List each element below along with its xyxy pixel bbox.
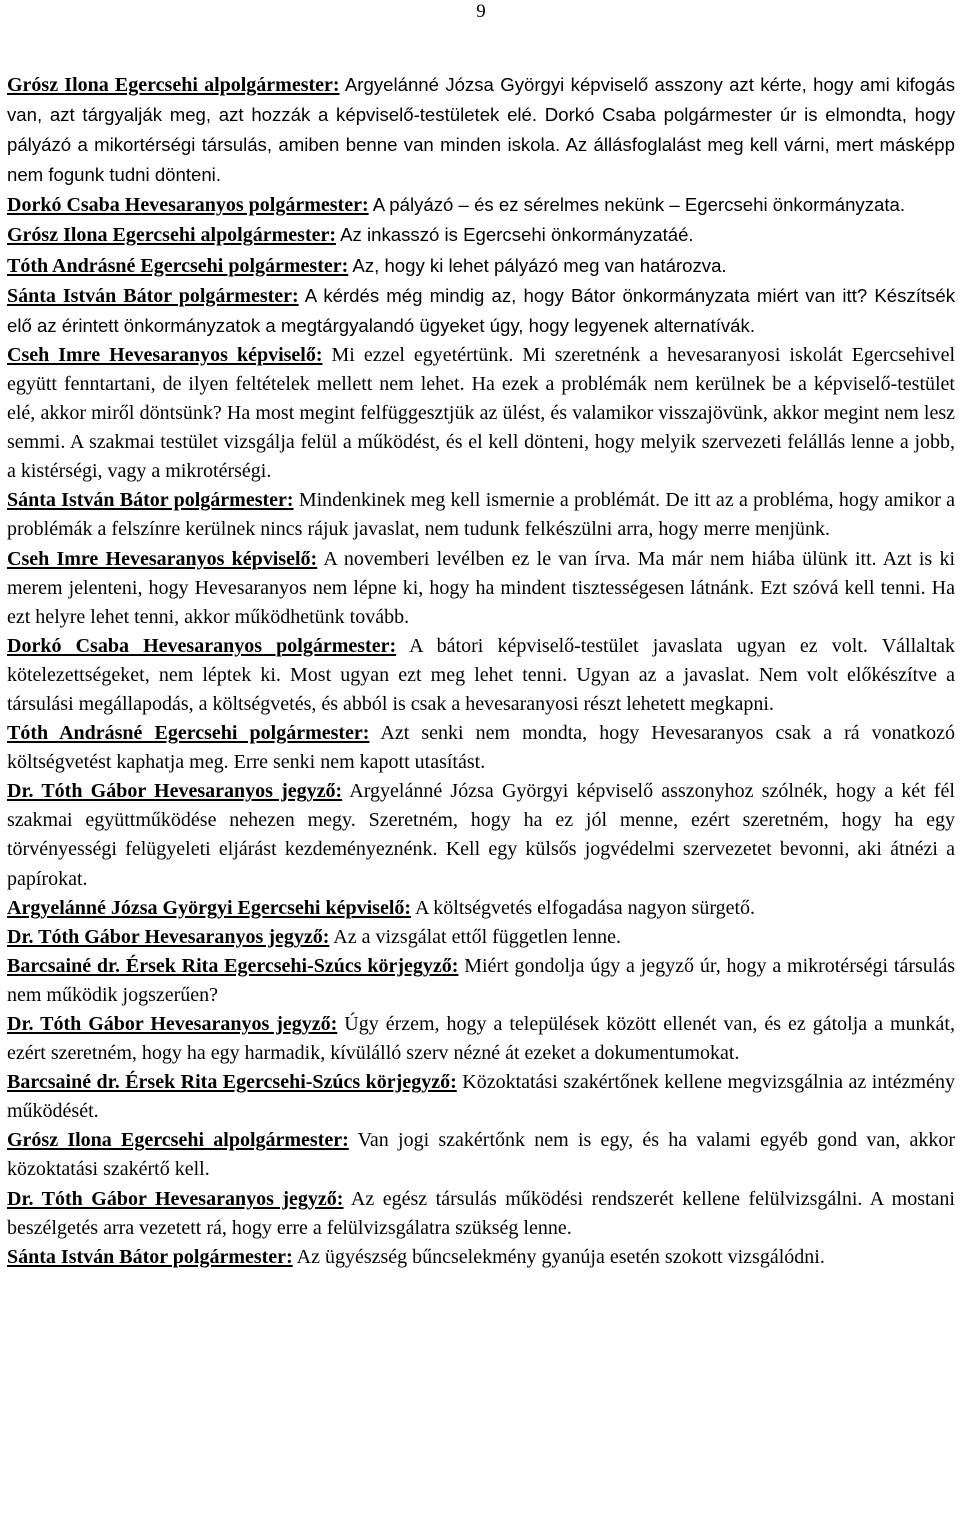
speaker-name: Grósz Ilona Egercsehi alpolgármester: [7,74,340,96]
paragraph-12 [7,894,955,923]
statement-text: Argyelánné Józsa Györgyi képviselő asszonyhoz szólnék, hogy a két fél szakmai együttműködése nehezen megy. Szeretném, hogy ha ez jól menne, ezért szeretném, hogy ha egy törvényességi felügyeleti eljárást kezdeményeznénk. Kell egy külsős jogvédelmi szervezetet bevonni, aki átnézi a papírokat. [7,780,955,890]
statement-text: Van jogi szakértőnk nem is egy, és ha valami egyéb gond van, akkor közoktatási szakértő kell. [7,1129,956,1181]
paragraph-7 [7,486,955,544]
statement-text: Azt senki nem mondta, hogy Hevesaranyos csak a rá vonatkozó költségvetést kaphatja meg. Erre senki nem kapott utasítást. [7,722,955,774]
paragraph-15 [7,1010,955,1068]
statement-text: Közoktatási szakértőnek kellene megvizsgálnia az intézmény működését. [7,1071,955,1123]
paragraph-8 [7,545,955,632]
paragraph-1 [7,70,955,190]
speaker-name: Dr. Tóth Gábor Hevesaranyos jegyző: [7,1013,338,1035]
statement-text: Az ügyészség bűncselekmény gyanúja esetén szokott vizsgálódni. [292,1245,825,1268]
minutes-body [7,70,955,1272]
paragraph-9 [7,632,955,719]
statement-text: A bátori képviselő-testület javaslata ugyan ez volt. Vállaltak kötelezettségeket, nem léptek ki. Most ugyan ezt meg lehet tenni. Ugyan az a javaslat. Nem volt előkészítve a társulási megállapodás, a költségvetés, és abból is csak a hevesaranyosi részt lehetett megkapni. [7,634,955,715]
statement-text: Miért gondolja úgy a jegyző úr, hogy a mikrotérségi társulás nem működik jogszerűen? [7,954,955,1006]
speaker-name: Dr. Tóth Gábor Hevesaranyos jegyző: [7,1187,344,1210]
speaker-name: Dr. Tóth Gábor Hevesaranyos jegyző: [7,780,343,803]
paragraph-18 [7,1185,955,1243]
paragraph-10 [7,719,955,777]
statement-text: A pályázó – és ez sérelmes nekünk – Egercsehi önkormányzata. [368,194,906,216]
paragraph-2 [7,190,955,220]
paragraph-11 [7,777,955,893]
speaker-name: Cseh Imre Hevesaranyos képviselő: [7,343,323,366]
speaker-name: Dorkó Csaba Hevesaranyos polgármester: [7,634,397,657]
statement-text: A novemberi levélben ez le van írva. Ma már nem hiába ülünk itt. Azt is ki merem jelenteni, hogy Hevesaranyos nem lépne ki, hogy ha mindent tisztességesen látnánk. Ezt szóvá kell tenni. Ha ezt helyre lehet tenni, akkor működhetünk tovább. [7,547,956,628]
paragraph-5 [7,281,955,341]
statement-text: Úgy érzem, hogy a települések között ellenét van, és ez gátolja a munkát, ezért szeretném, hogy ha egy harmadik, kívülálló szerv nézné át ezeket a dokumentumokat. [7,1013,955,1065]
statement-text: Argyelánné Józsa Györgyi képviselő asszony azt kérte, hogy ami kifogás van, azt tárgyalják meg, azt hozzák a képviselő-testületek elé. Dorkó Csaba polgármester úr is elmondta, hogy pályázó a mikortérségi társulás, amiben benne van minden iskola. Az állásfoglalást meg kell várni, mert másképp nem fogunk tudni dönteni. [7,74,956,186]
statement-text: A kérdés még mindig az, hogy Bátor önkormányzata miért van itt? Készítsék elő az érintett önkormányzatok a megtárgyalandó ügyeket úgy, hogy legyenek alternatívák. [7,284,955,336]
statement-text: Az inkasszó is Egercsehi önkormányzatáé. [336,224,694,246]
speaker-name: Grósz Ilona Egercsehi alpolgármester: [7,224,337,247]
paragraph-17 [7,1126,955,1184]
speaker-name: Dr. Tóth Gábor Hevesaranyos jegyző: [7,925,330,948]
speaker-name: Argyelánné Józsa Györgyi Egercsehi képviselő: [7,896,412,919]
statement-text: A költségvetés elfogadása nagyon sürgető. [411,896,756,919]
paragraph-19 [7,1243,955,1272]
statement-text: Az a vizsgálat ettől független lenne. [329,925,621,948]
paragraph-6 [7,341,955,486]
paragraph-14 [7,952,955,1010]
speaker-name: Sánta István Bátor polgármester: [7,489,294,512]
statement-text: Mindenkinek meg kell ismernie a problémát. De itt az a probléma, hogy amikor a problémák a felszínre kerülnek nincs rájuk javaslat, nem tudunk felkészülni arra, hogy merre menjünk. [7,489,956,541]
speaker-name: Barcsainé dr. Érsek Rita Egercsehi-Szúcs körjegyző: [7,954,459,977]
paragraph-13 [7,923,955,952]
speaker-name: Sánta István Bátor polgármester: [7,1245,293,1268]
speaker-name: Cseh Imre Hevesaranyos képviselő: [7,547,318,570]
page-number: 9 [476,1,486,22]
paragraph-3 [7,220,955,250]
speaker-name: Barcsainé dr. Érsek Rita Egercsehi-Szúcs körjegyző: [7,1071,457,1094]
paragraph-16 [7,1068,955,1126]
statement-text: Az egész társulás működési rendszerét kellene felülvizsgálni. A mostani beszélgetés arra vezetett rá, hogy erre a felülvizsgálatra szükség lenne. [7,1187,955,1239]
speaker-name: Sánta István Bátor polgármester: [7,284,299,307]
speaker-name: Grósz Ilona Egercsehi alpolgármester: [7,1129,349,1152]
paragraph-4 [7,251,955,281]
statement-text: Az, hogy ki lehet pályázó meg van határozva. [348,254,727,276]
speaker-name: Tóth Andrásné Egercsehi polgármester: [7,722,370,745]
speaker-name: Tóth Andrásné Egercsehi polgármester: [7,254,349,277]
statement-text: Mi ezzel egyetértünk. Mi szeretnénk a hevesaranyosi iskolát Egercsehivel együtt fenntartani, de ilyen feltételek mellett nem lehet. Ha ezek a problémák nem kerülnek be a képviselő-testület elé, akkor miről döntsünk? Ha most megint felfüggesztjük az ülést, és valamikor visszajövünk, akkor megint nem lesz semmi. A szakmai testület vizsgálja felül a működést, és el kell dönteni, hogy melyik szervezeti felállás lenne a jobb, a kistérségi, vagy a mikrotérségi. [7,343,955,483]
speaker-name: Dorkó Csaba Hevesaranyos polgármester: [7,194,369,217]
